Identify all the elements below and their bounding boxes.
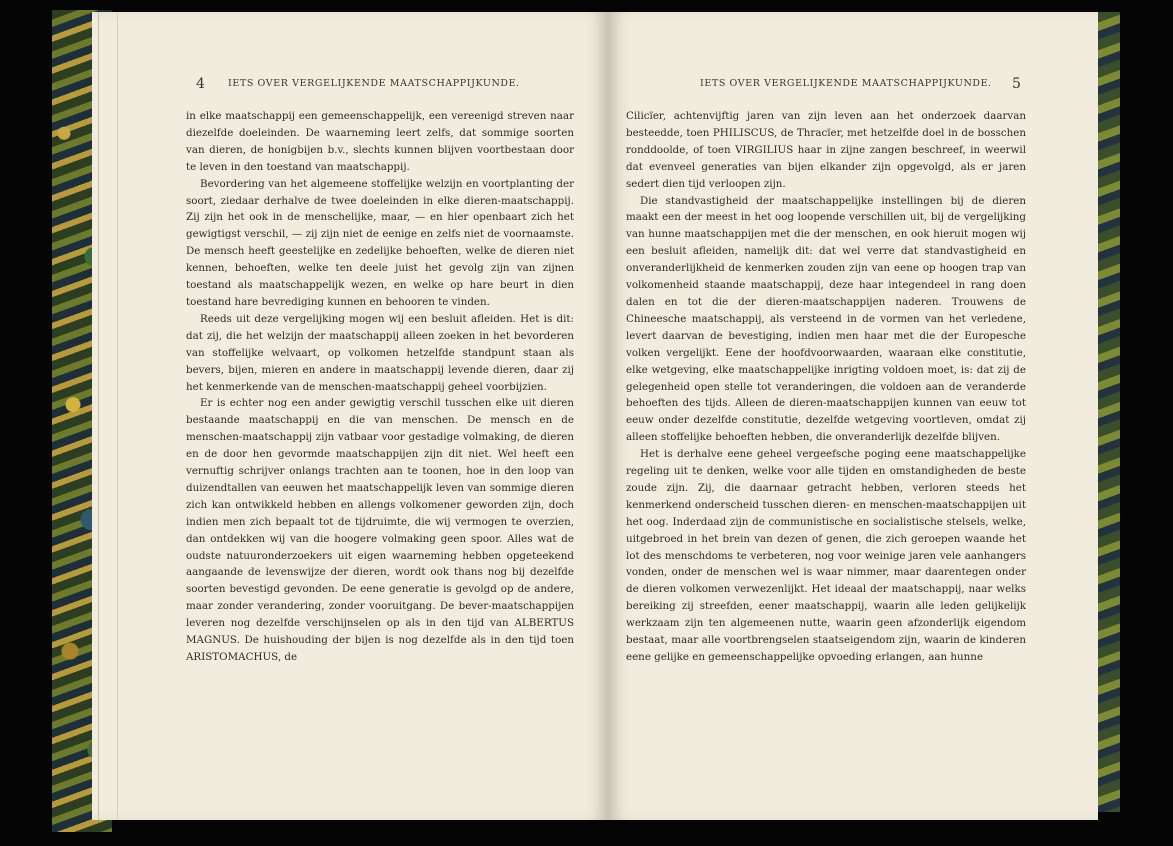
page-number: 5 xyxy=(1012,76,1021,92)
paragraph: Reeds uit deze vergelijking mogen wij een besluit afleiden. Het is dit: dat zij, die het welzijn der maatschappij alleen zoeken in het bevorderen van stoffelijke welvaart, op volkomen hetzelfde standpunt staan als bevers, bijen, mieren en andere in maatschappij levende dieren, daar zij het kenmerkende van de menschen-maatschappij geheel voorbijzien. xyxy=(186,312,574,393)
left-page xyxy=(92,12,608,820)
book-cover-edge xyxy=(1098,12,1120,812)
paragraph: in elke maatschappij een gemeenschappelijk, een vereenigd streven naar diezelfde doeleinden. De waarneming leert zelfs, dat sommige soorten van dieren, de honigbijen b.v., slechts kunnen blijven voortbestaan door te leven in den toestand van maatschappij. xyxy=(186,110,574,173)
paragraph: Er is echter nog een ander gewigtig verschil tusschen elke uit dieren bestaande maatschappij en die van menschen. De mensch en de menschen-maatschappij zijn vatbaar voor gestadige volmaking, de dieren en de door hen gevormde maatschappijen zijn dit niet. Wel heeft een vernuftig schrijver onlangs trachten aan te toonen, hoe in den loop van duizendtallen van eeuwen het maatschappelijk leven van sommige dieren zich kan ontwikkeld hebben en allengs volkomener geworden zijn, doch indien men zich bepaalt tot de tijdruimte, die wij vermogen te overzien, dan ontdekken wij van die hoogere volmaking geen spoor. Alles wat de oudste natuuronderzoekers uit eigen waarneming hebben opgeteekend aangaande de levenswijze der dieren, wordt ook thans nog bij dezelfde soorten bevestigd gevonden. De eene generatie is gevolgd op de andere, maar zonder verandering, zonder vooruitgang. De bever-maatschappijen leveren nog dezelfde verschijnselen op als in den tijd van ALBERTUS MAGNUS. De huishouding der bijen is nog dezelfde als in den tijd toen ARISTOMACHUS, de xyxy=(186,397,574,663)
left-page-body xyxy=(186,108,574,666)
paragraph: Die standvastigheid der maatschappelijke instellingen bij de dieren maakt een der meest in het oog loopende verschillen uit, bij de vergelijking van hunne maatschappijen met die der menschen, en ook hieruit mogen wij een besluit afleiden, namelijk dit: dat wel verre dat standvastigheid en onveranderlijkheid de kenmerken zouden zijn van eene op hoogen trap van volkomenheid staande maatschappij, deze haar integendeel in rang doen dalen en tot die der dieren-maatschappijen naderen. Trouwens de Chineesche maatschappij, als versteend in de vormen van het verledene, levert daarvan de bevestiging, indien men haar met die der Europesche volken vergelijkt. Eene der hoofdvoorwaarden, waaraan elke constitutie, elke wetgeving, elke maatschappelijke inrigting voldoen moet, is: dat zij de gelegenheid open stelle tot veranderingen, die voldoen aan de veranderde behoeften des tijds. Alleen de dieren-maatschappijen kunnen van eeuw tot eeuw onder dezelfde constitutie, dezelfde wetgeving voortleven, omdat zij alleen stoffelijke behoeften hebben, die onveranderlijk dezelfde blijven. xyxy=(626,194,1026,444)
page-fold-lines xyxy=(98,12,118,820)
running-header: IETS OVER VERGELIJKENDE MAATSCHAPPIJKUNDE. xyxy=(700,78,992,89)
running-header: IETS OVER VERGELIJKENDE MAATSCHAPPIJKUNDE. xyxy=(228,78,520,89)
paragraph: Cilicïer, achtenvijftig jaren van zijn leven aan het onderzoek daarvan besteedde, toen PHILISCUS, de Thracïer, met hetzelfde doel in de bosschen ronddoolde, of toen VIRGILIUS haar in zijne zangen beschreef, in weerwil dat evenveel generaties van bijen elkander zijn opgevolgd, als er jaren sedert dien tijd verloopen zijn. xyxy=(626,110,1026,190)
paragraph: Het is derhalve eene geheel vergeefsche poging eene maatschappelijke regeling uit te denken, welke voor alle tijden en omstandigheden de beste zoude zijn. Zij, die daarnaar getracht hebben, verloren steeds het kenmerkend onderscheid tusschen dieren- en menschen-maatschappijen uit het oog. Inderdaad zijn de communistische en socialistische stelsels, welke, uitgebroed in het brein van dezen of genen, die zich geroepen waande het lot des menschdoms te verbeteren, nog voor weinige jaren vele aanhangers vonden, onder de menschen wel is waar nimmer, maar daarentegen onder de dieren volkomen verwezenlijkt. Het ideaal der maatschappij, naar welks bereiking zij streefden, eener maatschappij, waarin alle leden gelijkelijk werkzaam zijn ten algemeenen nutte, waarin geen afzonderlijk eigendom bestaat, maar alle voortbrengselen staatseigendom zijn, waarin de kinderen eene gelijke en gemeenschappelijke opvoeding erlangen, aan hunne xyxy=(626,448,1026,663)
right-page xyxy=(608,12,1098,820)
right-page-body xyxy=(626,108,1026,666)
paragraph: Bevordering van het algemeene stoffelijke welzijn en voortplanting der soort, ziedaar derhalve de twee doeleinden in elke dieren-maatschappij. Zij zijn het ook in de menschelijke, maar, — en hier openbaart zich het gewigtigst verschil, — zij zijn niet de eenige en zelfs niet de voornaamste. De mensch heeft geestelijke en zedelijke behoeften, welke de dieren niet kennen, behoeften, welke ten deele juist het gevolg zijn van zijnen toestand als maatschappelijk wezen, en welke op hare beurt in dien toestand hare bevrediging kunnen en behooren te vinden. xyxy=(186,177,574,308)
page-number: 4 xyxy=(196,76,205,92)
